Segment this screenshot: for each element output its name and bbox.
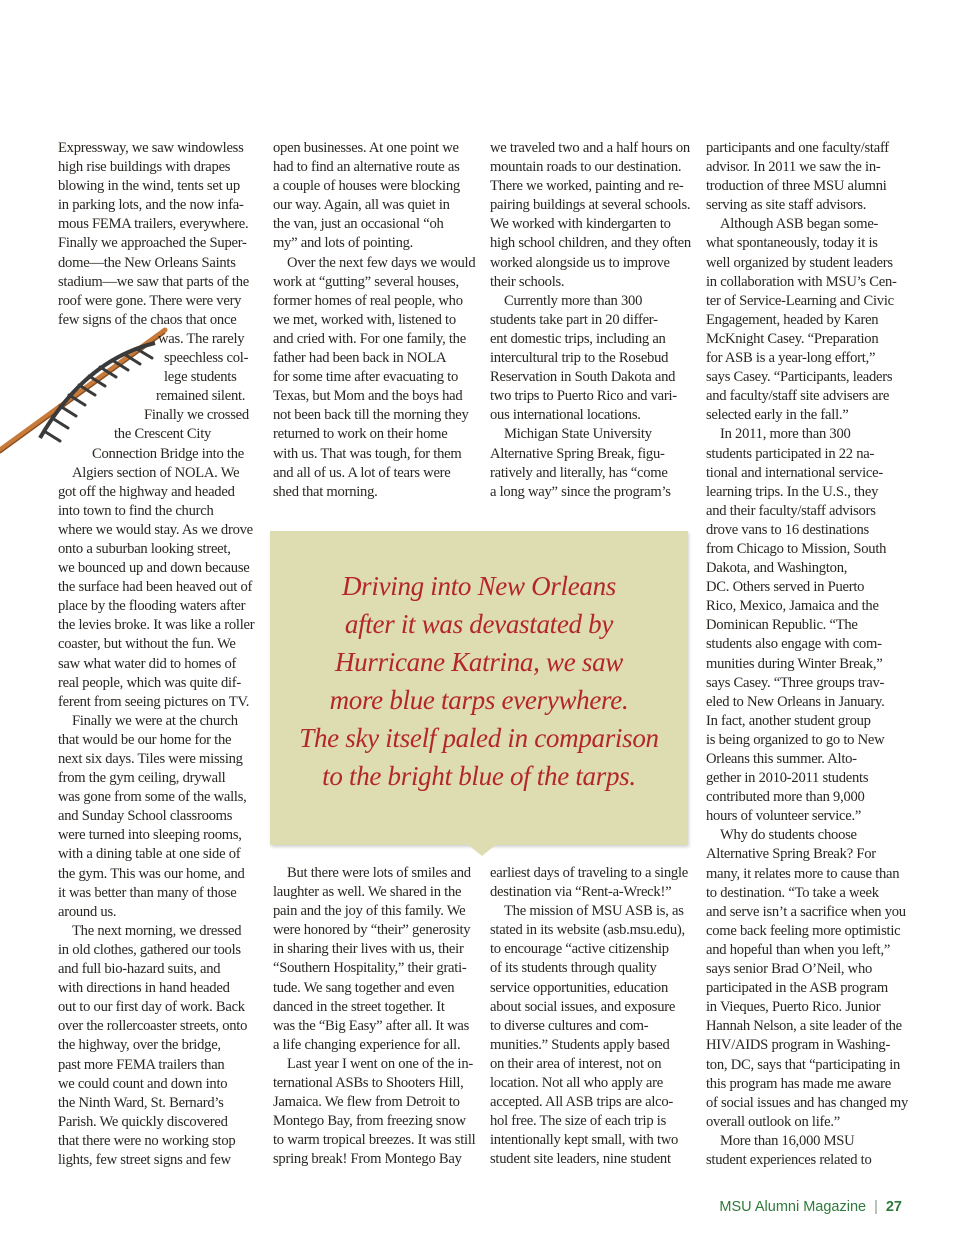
text-line: says Casey. “Three groups trav- bbox=[706, 674, 885, 691]
text-line: shed that morning. bbox=[273, 483, 378, 500]
text-line: and cried with. For one family, the bbox=[273, 330, 466, 347]
text-line: Why do students choose bbox=[720, 827, 857, 844]
text-line: tude. We sang together and even bbox=[273, 979, 455, 996]
pull-quote-box bbox=[270, 531, 688, 845]
text-line: serving as site staff advisors. bbox=[706, 197, 867, 214]
text-line: More than 16,000 MSU bbox=[720, 1132, 855, 1149]
text-line: the Ninth Ward, St. Bernard’s bbox=[58, 1094, 224, 1111]
text-line: and Sunday School classrooms bbox=[58, 808, 233, 825]
text-line: the van, just an occasional “oh bbox=[273, 216, 444, 233]
text-line: hours of volunteer service.” bbox=[706, 808, 862, 825]
text-line: earliest days of traveling to a single bbox=[490, 865, 688, 881]
text-line: many, it relates more to cause than bbox=[706, 865, 900, 882]
text-line: the Crescent City bbox=[114, 426, 212, 443]
text-line: in parking lots, and the now infa- bbox=[58, 197, 244, 214]
text-line: that would be our home for the bbox=[58, 731, 232, 748]
text-line: around us. bbox=[58, 903, 117, 920]
text-line: past more FEMA trailers than bbox=[58, 1056, 225, 1073]
text-line: to destination. “To take a week bbox=[706, 884, 879, 901]
text-line: munities.” Students apply based bbox=[490, 1036, 670, 1053]
text-line: next six days. Tiles were missing bbox=[58, 751, 243, 767]
text-line: and all of us. A lot of tears were bbox=[273, 464, 451, 481]
text-line: work at “gutting” several houses, bbox=[273, 273, 459, 290]
text-line: Over the next few days we would bbox=[287, 254, 476, 271]
article-column-1 bbox=[58, 139, 256, 1170]
text-line: eled to New Orleans in January. bbox=[706, 693, 885, 710]
text-line: Expressway, we saw windowless bbox=[58, 140, 244, 156]
text-line: Finally we crossed bbox=[144, 407, 249, 424]
text-line: on their area of interest, not on bbox=[490, 1055, 662, 1072]
text-line: the gym. This was our home, and bbox=[58, 865, 245, 882]
text-line: In fact, another student group bbox=[706, 712, 871, 729]
text-line: remained silent. bbox=[156, 388, 246, 405]
text-line: were honored by “their” generosity bbox=[273, 922, 471, 939]
text-line: and faculty/staff site advisers are bbox=[706, 388, 890, 405]
text-line: Last year I went on one of the in- bbox=[287, 1055, 474, 1072]
pull-quote-pointer bbox=[466, 843, 498, 856]
text-line: and serve isn’t a sacrifice when you bbox=[706, 903, 906, 920]
text-line: says senior Brad O’Neil, who bbox=[706, 961, 873, 978]
text-line: spring break! From Montego Bay bbox=[273, 1151, 462, 1168]
text-line: in collaboration with MSU’s Cen- bbox=[706, 273, 897, 290]
text-line: We worked with kindergarten to bbox=[490, 216, 671, 233]
text-line: is being organized to go to New bbox=[706, 731, 885, 748]
text-line: laughter as well. We shared in the bbox=[273, 884, 462, 901]
article-column-2-bottom bbox=[273, 864, 476, 1170]
text-line: father had been back in NOLA bbox=[273, 350, 447, 367]
text-line: of social issues and has changed my bbox=[706, 1094, 908, 1111]
text-line: ratively and literally, has “come bbox=[490, 464, 668, 481]
text-line: their schools. bbox=[490, 273, 565, 290]
text-line: students take part in 20 differ- bbox=[490, 311, 658, 328]
text-line: was gone from some of the walls, bbox=[58, 789, 247, 806]
text-line: advisor. In 2011 we saw the in- bbox=[706, 159, 881, 176]
text-line: worked alongside us to improve bbox=[490, 254, 670, 271]
pull-quote-line: Driving into New Orleans bbox=[341, 571, 617, 601]
text-line: this program has made me aware bbox=[706, 1075, 891, 1092]
text-line: out to our first day of work. Back bbox=[58, 999, 245, 1016]
text-line: coaster, but without the fun. We bbox=[58, 636, 236, 653]
article-column-3-top bbox=[490, 139, 691, 502]
text-line: we met, worked with, listened to bbox=[273, 311, 456, 328]
text-line: participated in the ASB program bbox=[706, 980, 888, 997]
text-line: in Vieques, Puerto Rico. Junior bbox=[706, 999, 881, 1016]
text-line: the levies broke. It was like a roller bbox=[58, 617, 255, 634]
text-line: was. The rarely bbox=[158, 330, 245, 347]
text-line: in old clothes, gathered our tools bbox=[58, 941, 241, 958]
text-line: with a dining table at one side of bbox=[58, 846, 241, 863]
text-line: munities during Winter Break,” bbox=[706, 655, 883, 672]
magazine-name: MSU Alumni Magazine bbox=[719, 1199, 867, 1215]
text-line: Jamaica. We flew from Detroit to bbox=[273, 1094, 460, 1111]
text-line: not been back till the morning they bbox=[273, 407, 469, 424]
text-line: McKnight Casey. “Preparation bbox=[706, 330, 879, 347]
text-line: mous FEMA trailers, everywhere. bbox=[58, 216, 249, 233]
text-line: with directions in hand headed bbox=[58, 980, 230, 997]
text-line: the surface had been heaved out of bbox=[58, 579, 253, 596]
text-line: The mission of MSU ASB is, as bbox=[504, 903, 684, 920]
text-line: and their faculty/staff advisors bbox=[706, 502, 876, 519]
text-line: Alternative Spring Break? For bbox=[706, 846, 876, 863]
text-line: a life changing experience for all. bbox=[273, 1036, 461, 1053]
text-line: to diverse cultures and com- bbox=[490, 1017, 649, 1034]
text-line: the highway, over the bridge, bbox=[58, 1037, 221, 1054]
article-column-2-top bbox=[273, 139, 476, 502]
text-line: well organized by student leaders bbox=[706, 254, 893, 271]
text-line: a couple of houses were blocking bbox=[273, 178, 460, 195]
text-line: a long way” since the program’s bbox=[490, 483, 671, 500]
pull-quote-line: The sky itself paled in comparison bbox=[299, 723, 659, 753]
text-line: danced in the street together. It bbox=[273, 998, 445, 1015]
text-line: learning trips. In the U.S., they bbox=[706, 483, 879, 500]
text-line: lights, few street signs and few bbox=[58, 1151, 231, 1168]
text-line: that there were no working stop bbox=[58, 1132, 236, 1149]
text-line: onto a suburban looking street, bbox=[58, 540, 231, 557]
text-line: participants and one faculty/staff bbox=[706, 140, 889, 156]
text-line: pairing buildings at several schools. bbox=[490, 197, 691, 214]
page-footer bbox=[719, 1199, 902, 1215]
text-line: my” and lots of pointing. bbox=[273, 235, 414, 252]
text-line: high school children, and they often bbox=[490, 235, 691, 252]
text-line: lege students bbox=[164, 369, 237, 386]
text-line: In 2011, more than 300 bbox=[720, 426, 851, 443]
text-line: accepted. All ASB trips are alco- bbox=[490, 1094, 674, 1111]
text-line: troduction of three MSU alumni bbox=[706, 178, 887, 195]
text-line: real people, which was quite dif- bbox=[58, 674, 242, 691]
footer-separator: | bbox=[874, 1199, 878, 1215]
text-line: we could count and down into bbox=[58, 1075, 228, 1092]
text-line: roof were gone. There were very bbox=[58, 292, 242, 309]
text-line: speechless col- bbox=[164, 350, 249, 367]
text-line: The next morning, we dressed bbox=[72, 922, 242, 939]
text-line: service opportunities, education bbox=[490, 979, 669, 996]
text-line: stated in its website (asb.msu.edu), bbox=[490, 922, 685, 939]
text-line: and full bio-hazard suits, and bbox=[58, 961, 221, 978]
text-line: over the rollercoaster streets, onto bbox=[58, 1018, 248, 1035]
text-line: “Southern Hospitality,” their grati- bbox=[273, 960, 467, 977]
text-line: returned to work on their home bbox=[273, 426, 448, 443]
text-line: Texas, but Mom and the boys had bbox=[273, 388, 463, 405]
text-line: had to find an alternative route as bbox=[273, 159, 460, 176]
text-line: destination via “Rent-a-Wreck!” bbox=[490, 884, 672, 901]
pull-quote-text bbox=[270, 567, 688, 795]
text-line: with us. That was tough, for them bbox=[273, 445, 462, 462]
text-line: blowing in the wind, tents set up bbox=[58, 178, 240, 195]
text-line: Michigan State University bbox=[504, 426, 652, 443]
text-line: open businesses. At one point we bbox=[273, 140, 459, 156]
text-line: Parish. We quickly discovered bbox=[58, 1113, 228, 1130]
text-line: HIV/AIDS program in Washing- bbox=[706, 1037, 891, 1054]
text-line: place by the flooding waters after bbox=[58, 598, 246, 615]
pull-quote-line: more blue tarps everywhere. bbox=[329, 685, 629, 715]
page-number: 27 bbox=[885, 1199, 902, 1215]
text-line: saw what water did to homes of bbox=[58, 655, 237, 672]
text-line: for ASB is a year-long effort,” bbox=[706, 350, 876, 367]
text-line: Although ASB began some- bbox=[720, 216, 879, 233]
text-line: and hopeful than when you left,” bbox=[706, 941, 891, 958]
text-line: intentionally kept small, with two bbox=[490, 1132, 679, 1149]
text-line: where we would stay. As we drove bbox=[58, 521, 253, 538]
text-line: what spontaneously, today it is bbox=[706, 235, 878, 252]
text-line: Montego Bay, from freezing snow bbox=[273, 1113, 466, 1130]
article-column-4 bbox=[706, 139, 908, 1170]
text-line: former homes of real people, who bbox=[273, 292, 463, 309]
text-line: in sharing their lives with us, their bbox=[273, 941, 464, 958]
text-line: it was better than many of those bbox=[58, 884, 237, 901]
text-line: selected early in the fall.” bbox=[706, 407, 849, 424]
text-line: But there were lots of smiles and bbox=[287, 865, 471, 881]
text-line: Rico, Mexico, Jamaica and the bbox=[706, 598, 879, 615]
text-line: Dominican Republic. “The bbox=[706, 617, 858, 634]
text-line: hol free. The size of each trip is bbox=[490, 1113, 667, 1130]
text-line: mountain roads to our destination. bbox=[490, 159, 682, 176]
pull-quote-line: to the bright blue of the tarps. bbox=[322, 761, 636, 791]
text-line: ternational ASBs to Shooters Hill, bbox=[273, 1075, 464, 1092]
text-line: into town to find the church bbox=[58, 502, 214, 519]
text-line: dome—the New Orleans Saints bbox=[58, 254, 236, 271]
text-line: pain and the joy of this family. We bbox=[273, 903, 466, 920]
text-line: Alternative Spring Break, figu- bbox=[490, 445, 665, 462]
text-line: Engagement, headed by Karen bbox=[706, 311, 879, 328]
text-line: ton, DC, says that “participating in bbox=[706, 1056, 901, 1073]
pull-quote-line: after it was devastated by bbox=[344, 609, 614, 639]
text-line: Finally we were at the church bbox=[72, 712, 238, 729]
text-line: was the “Big Easy” after all. It was bbox=[273, 1017, 470, 1034]
text-line: come back feeling more optimistic bbox=[706, 922, 901, 939]
text-line: for some time after evacuating to bbox=[273, 369, 459, 386]
text-line: students also engage with com- bbox=[706, 636, 882, 653]
text-line: student experiences related to bbox=[706, 1151, 872, 1168]
text-line: location. Not all who apply are bbox=[490, 1075, 663, 1092]
text-line: two trips to Puerto Rico and vari- bbox=[490, 388, 677, 405]
text-line: There we worked, painting and re- bbox=[490, 178, 684, 195]
pull-quote-line: Hurricane Katrina, we saw bbox=[334, 647, 623, 677]
text-line: Algiers section of NOLA. We bbox=[72, 464, 240, 481]
text-line: contributed more than 9,000 bbox=[706, 789, 865, 806]
text-line: were turned into sleeping rooms, bbox=[58, 827, 242, 844]
text-line: ent domestic trips, including an bbox=[490, 330, 666, 347]
text-line: Connection Bridge into the bbox=[92, 445, 244, 462]
text-line: ter of Service-Learning and Civic bbox=[706, 292, 894, 309]
text-line: ferent from seeing pictures on TV. bbox=[58, 693, 250, 710]
text-line: Reservation in South Dakota and bbox=[490, 369, 676, 386]
text-line: Hannah Nelson, a site leader of the bbox=[706, 1018, 902, 1035]
text-line: ous international locations. bbox=[490, 407, 641, 424]
text-line: high rise buildings with drapes bbox=[58, 159, 231, 176]
text-line: to encourage “active citizenship bbox=[490, 941, 669, 958]
text-line: gether in 2010-2011 students bbox=[706, 770, 869, 787]
text-line: DC. Others served in Puerto bbox=[706, 579, 865, 596]
text-line: says Casey. “Participants, leaders bbox=[706, 369, 893, 386]
text-line: overall outlook on life.” bbox=[706, 1113, 840, 1130]
text-line: Finally we approached the Super- bbox=[58, 235, 247, 252]
text-line: about social issues, and exposure bbox=[490, 998, 676, 1015]
text-line: to warm tropical breezes. It was still bbox=[273, 1132, 476, 1149]
text-line: got off the highway and headed bbox=[58, 483, 235, 500]
text-line: we traveled two and a half hours on bbox=[490, 140, 690, 156]
text-line: tional and international service- bbox=[706, 464, 883, 481]
text-line: our way. Again, all was quiet in bbox=[273, 197, 450, 214]
text-line: Dakota, and Washington, bbox=[706, 560, 848, 577]
text-line: from Chicago to Mission, South bbox=[706, 540, 887, 557]
text-line: intercultural trip to the Rosebud bbox=[490, 350, 669, 367]
text-line: we bounced up and down because bbox=[58, 560, 250, 577]
text-line: stadium—we saw that parts of the bbox=[58, 273, 249, 290]
text-line: from the gym ceiling, drywall bbox=[58, 770, 226, 787]
text-line: students participated in 22 na- bbox=[706, 445, 875, 462]
text-line: of its students through quality bbox=[490, 960, 657, 977]
article-column-3-bottom bbox=[490, 864, 686, 1170]
text-line: student site leaders, nine student bbox=[490, 1151, 671, 1168]
text-line: few signs of the chaos that once bbox=[58, 311, 237, 328]
text-line: Orleans this summer. Alto- bbox=[706, 751, 857, 767]
text-line: drove vans to 16 destinations bbox=[706, 521, 869, 538]
text-line: Currently more than 300 bbox=[504, 292, 643, 309]
